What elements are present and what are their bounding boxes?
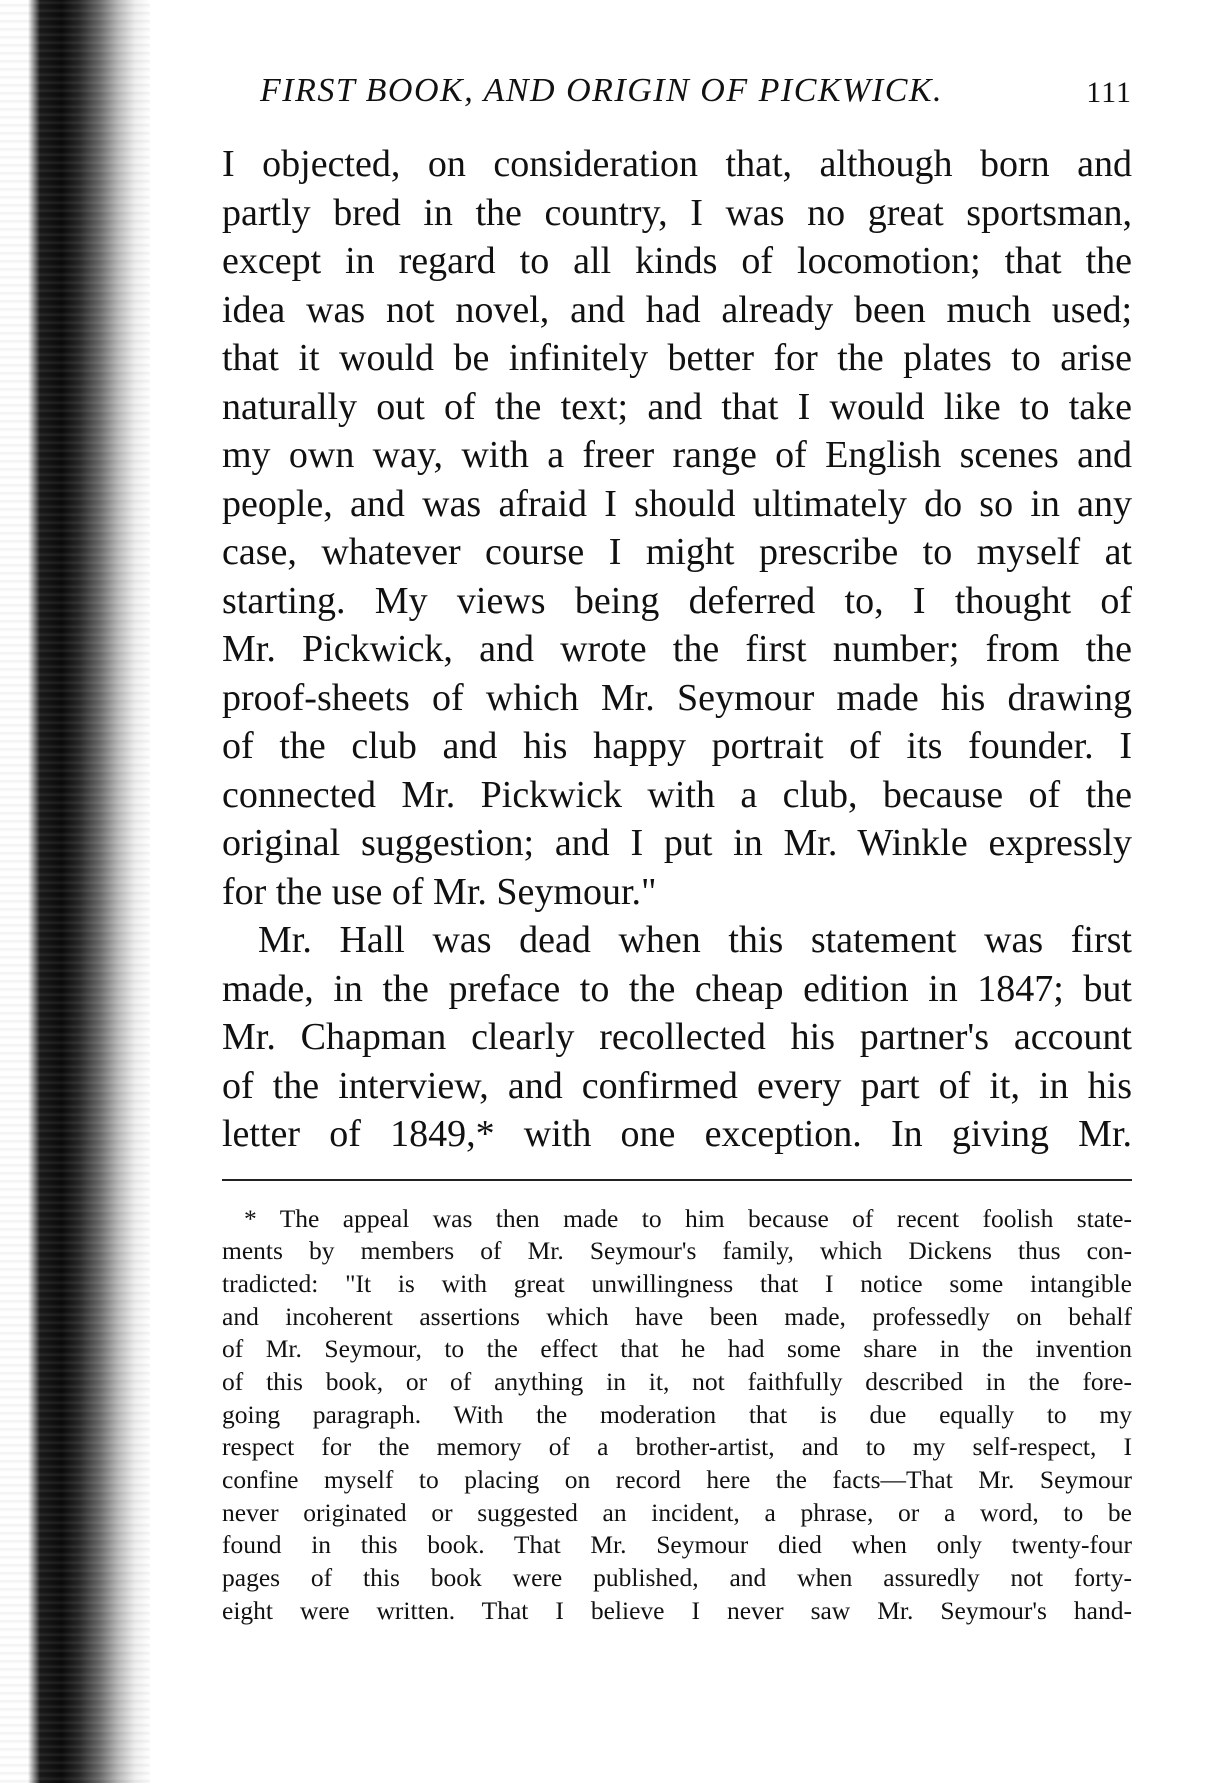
book-page [222,60,1132,1627]
footnote-line: of this book, or of anything in it, not faithfully described in the fore- [222,1366,1132,1396]
footnote-line: tradicted: "It is with great unwillingness that I notice some intangible [222,1268,1132,1298]
body-line: Mr. Chapman clearly recollected his partner's account [222,1016,1132,1058]
footnote-line: * The appeal was then made to him because of recent foolish state- [244,1203,1132,1233]
body-line: partly bred in the country, I was no great sportsman, [222,191,1132,234]
footnote-line: eight were written. That I believe I never saw Mr. Seymour's hand- [222,1595,1132,1625]
body-line: proof-sheets of which Mr. Seymour made his drawing [222,676,1132,719]
body-line: starting. My views being deferred to, I thought of [222,579,1132,622]
body-line: letter of 1849,* with one exception. In giving Mr. [222,1113,1132,1155]
body-line: idea was not novel, and had already been much used; [222,288,1132,331]
running-title: FIRST BOOK, AND ORIGIN OF PICKWICK. [260,72,944,109]
body-line: original suggestion; and I put in Mr. Winkle expressly [222,822,1132,864]
body-line: I objected, on consideration that, although born and [222,143,1132,185]
footnote-line: confine myself to placing on record here the facts—That Mr. Seymour [222,1465,1132,1494]
footnote-line: and incoherent assertions which have been made, professedly on behalf [222,1301,1132,1331]
body-line: case, whatever course I might prescribe to myself at [222,531,1132,573]
body-line: for the use of Mr. Seymour." [222,870,657,913]
footnote-rule [222,1179,1132,1181]
footnote-line: never originated or suggested an incident, a phrase, or a word, to be [222,1497,1132,1527]
body-line: Mr. Pickwick, and wrote the first number; from the [222,628,1132,670]
body-line: of the club and his happy portrait of its founder. I [222,725,1132,767]
footnote-line: of Mr. Seymour, to the effect that he had some share in the invention [222,1334,1132,1364]
body-text [222,140,1132,1159]
body-line: Mr. Hall was dead when this statement was first [258,919,1132,961]
footnote-line: pages of this book were published, and when assuredly not forty- [222,1563,1132,1593]
running-head [222,60,1132,120]
body-line: made, in the preface to the cheap edition in 1847; but [222,967,1132,1010]
footnote-line: respect for the memory of a brother-artist, and to my self-respect, I [222,1432,1132,1462]
page-number: 111 [1086,76,1132,109]
footnote-line: going paragraph. With the moderation that is due equally to my [222,1399,1132,1429]
body-line: connected Mr. Pickwick with a club, because of the [222,773,1132,816]
body-line: people, and was afraid I should ultimately do so in any [222,482,1132,525]
body-line: of the interview, and confirmed every part of it, in his [222,1064,1132,1107]
body-line: my own way, with a freer range of English scenes and [222,434,1132,476]
body-line: that it would be infinitely better for the plates to arise [222,337,1132,379]
footnote-line: ments by members of Mr. Seymour's family, which Dickens thus con- [222,1236,1132,1266]
footnote [222,1203,1132,1628]
page-gutter-shadow [0,0,150,1783]
footnote-line: found in this book. That Mr. Seymour died when only twenty-four [222,1530,1132,1560]
body-line: naturally out of the text; and that I would like to take [222,385,1132,428]
body-line: except in regard to all kinds of locomotion; that the [222,240,1132,282]
